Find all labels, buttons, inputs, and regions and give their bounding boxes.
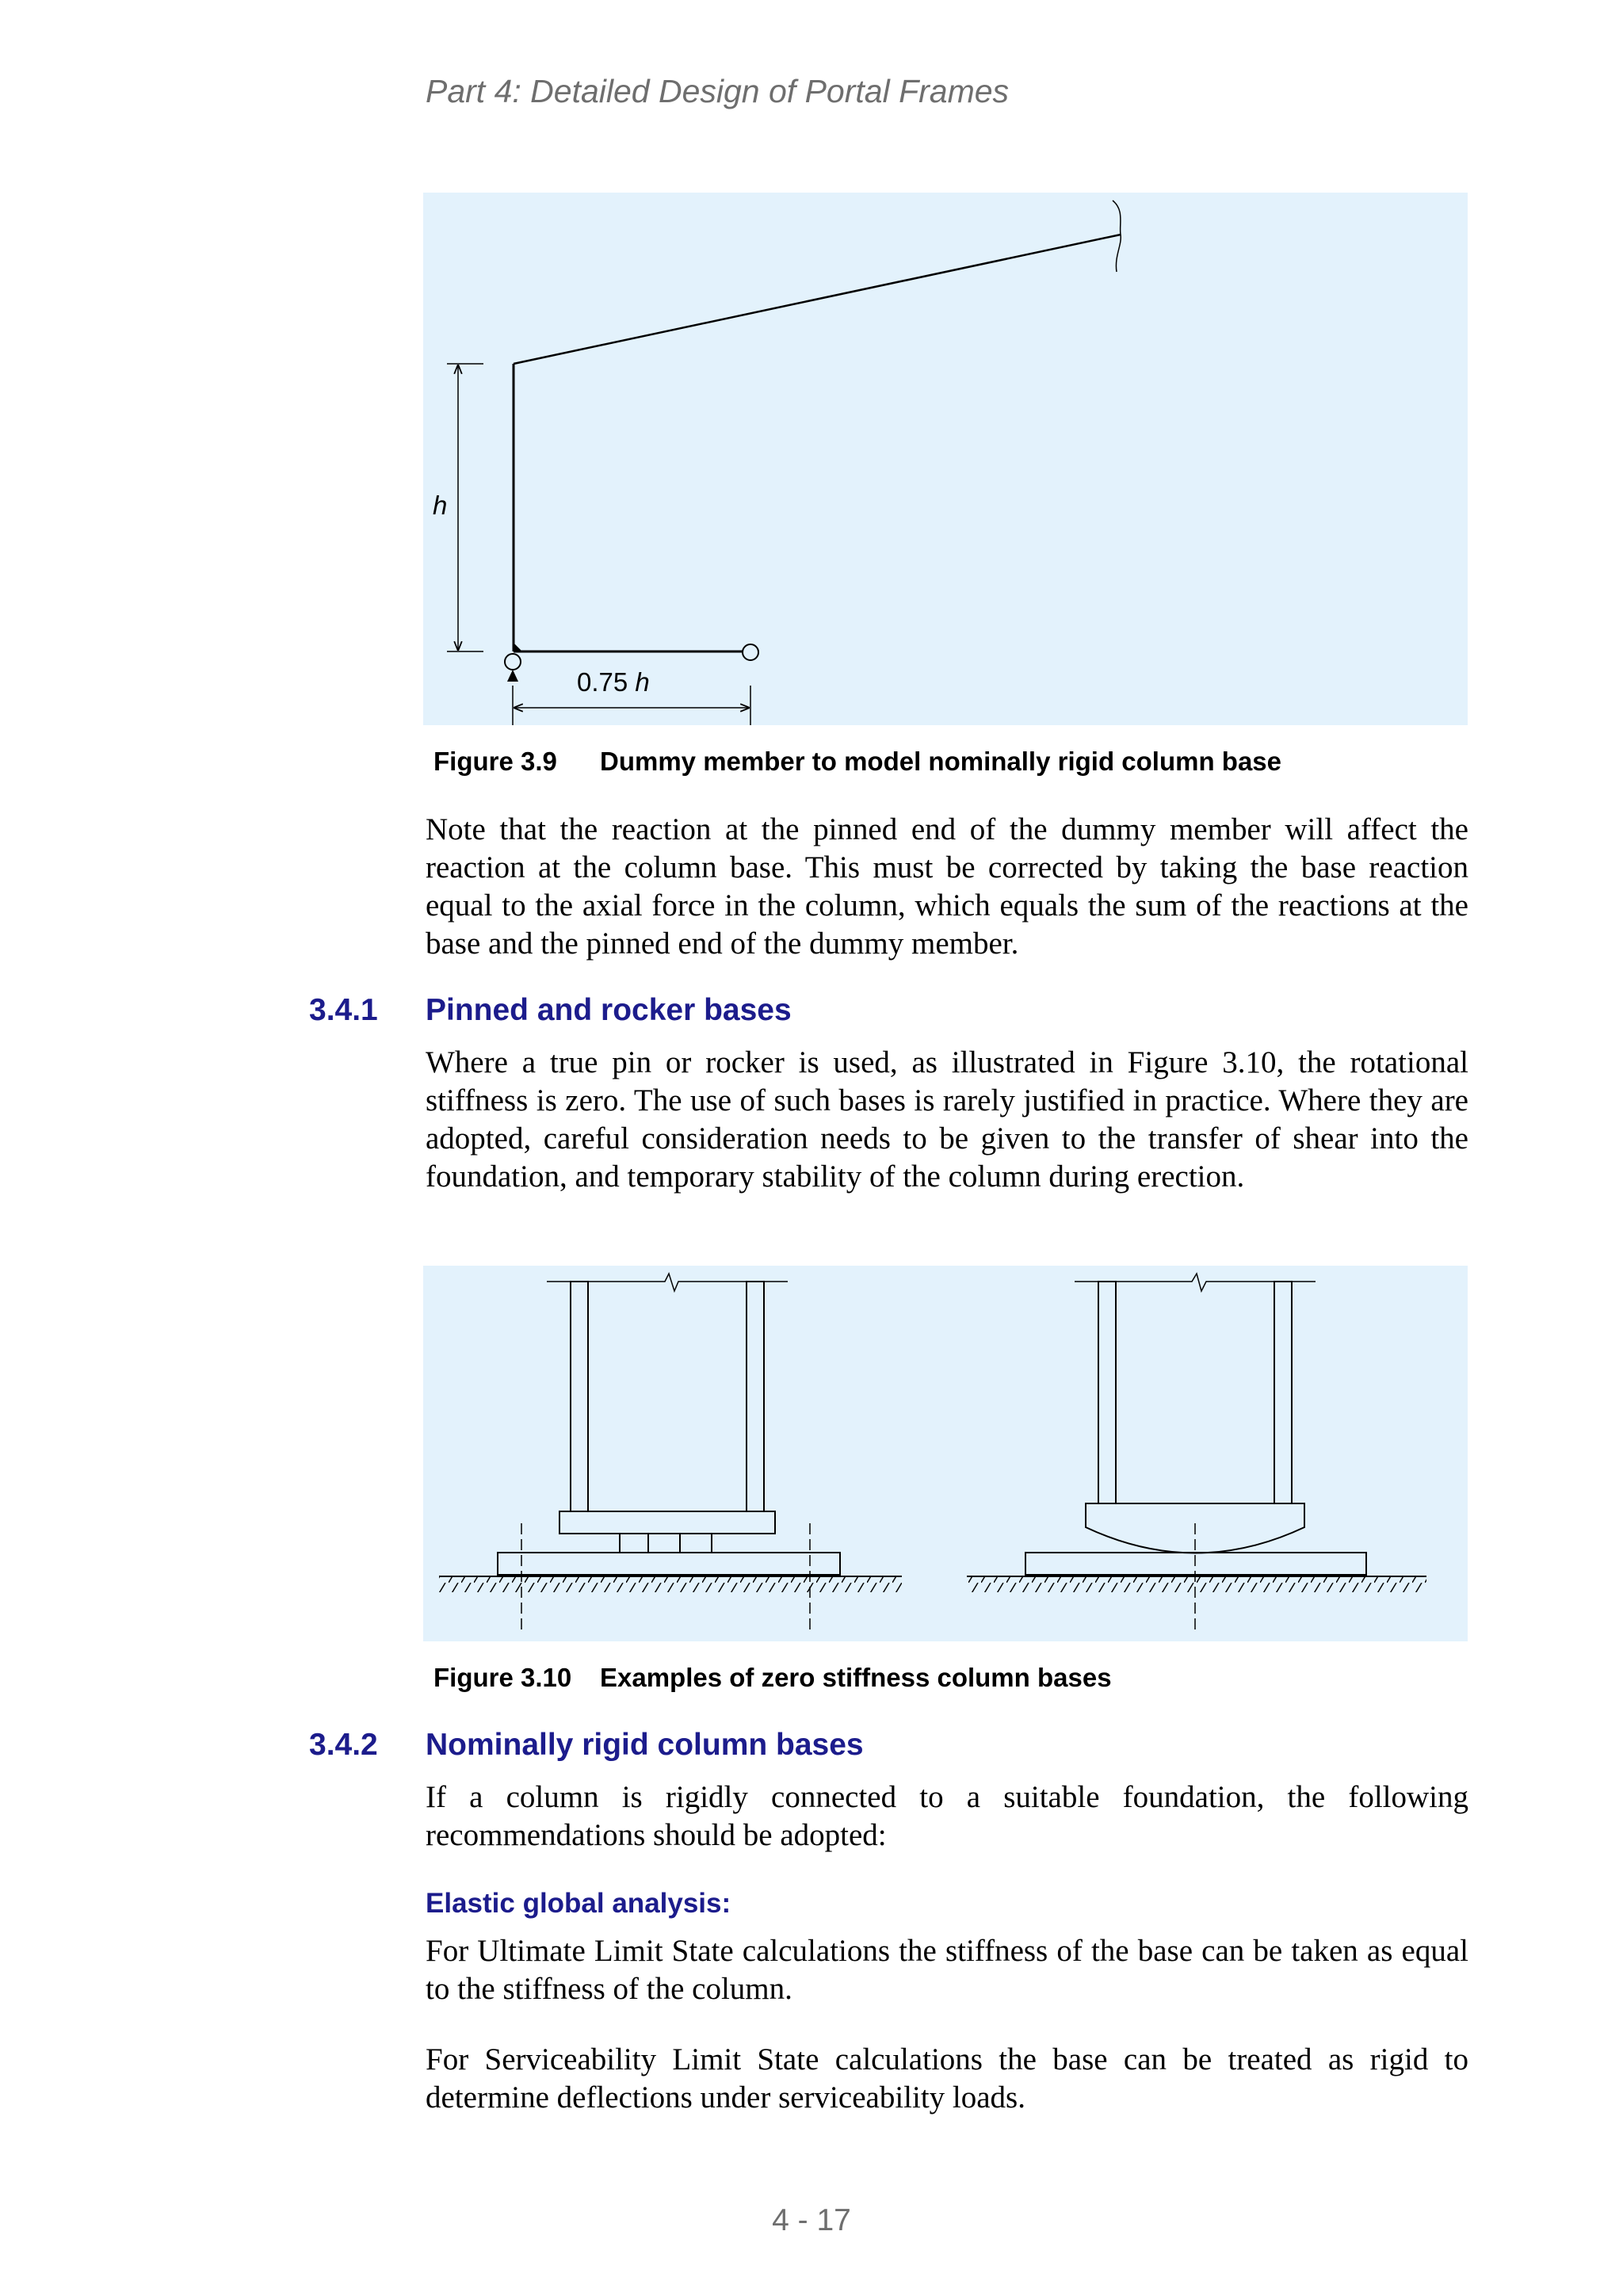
rigid-joint-marker — [514, 643, 521, 651]
subheading: Elastic global analysis: — [426, 1888, 731, 1919]
sls-paragraph: For Serviceability Limit State calculations the base can be treated as rigid to determine deflections under serviceability loads. — [426, 2042, 1468, 2115]
note-paragraph: Note that the reaction at the pinned end of the dummy member will affect the reaction at the column base. This must be corrected by taking the base reaction equal to the axial force in the column, which equals the sum of the reactions at the base and the pinned end of the dummy member. — [426, 812, 1468, 961]
base-pin — [505, 654, 521, 670]
section-342-paragraph: If a column is rigidly connected to a suitable foundation, the following recommendations should be adopted: — [426, 1780, 1468, 1852]
figure-caption-text: Dummy member to model nominally rigid column base — [600, 747, 1281, 776]
figure-3-10-caption — [433, 1663, 1112, 1693]
dummy-pin-end — [743, 644, 758, 660]
section-number: 3.4.1 — [309, 993, 378, 1027]
section-number: 3.4.2 — [309, 1728, 378, 1762]
rocker-base-example — [967, 1274, 1426, 1630]
column-bases-drawing — [423, 1266, 1468, 1641]
figure-3-10-diagram — [423, 1266, 1468, 1641]
section-title: Nominally rigid column bases — [426, 1728, 864, 1762]
section-title: Pinned and rocker bases — [426, 993, 792, 1027]
dummy-length-label: 0.75 h — [577, 667, 650, 697]
pinned-base-example — [439, 1274, 902, 1630]
figure-3-9-caption — [433, 747, 1281, 777]
figure-caption-text: Examples of zero stiffness column bases — [600, 1663, 1112, 1692]
figure-number: Figure 3.10 — [433, 1663, 572, 1692]
rafter-line — [514, 235, 1121, 364]
portal-frame-drawing — [423, 193, 1468, 725]
uls-paragraph: For Ultimate Limit State calculations the stiffness of the base can be taken as equal to the stiffness of the column. — [426, 1934, 1468, 2006]
figure-number: Figure 3.9 — [433, 747, 557, 776]
section-341-paragraph: Where a true pin or rocker is used, as illustrated in Figure 3.10, the rotational stiffness is zero. The use of such bases is rarely justified in practice. Where they are adopted, careful consideration needs to be given to the transfer of shear into the foundation, and temporary stability of the column during erection. — [426, 1045, 1468, 1194]
height-label: h — [433, 491, 448, 520]
base-support-triangle — [507, 670, 518, 682]
figure-3-9-diagram — [423, 193, 1468, 725]
page-number: 4 - 17 — [772, 2203, 851, 2237]
running-header: Part 4: Detailed Design of Portal Frames — [426, 73, 1010, 109]
